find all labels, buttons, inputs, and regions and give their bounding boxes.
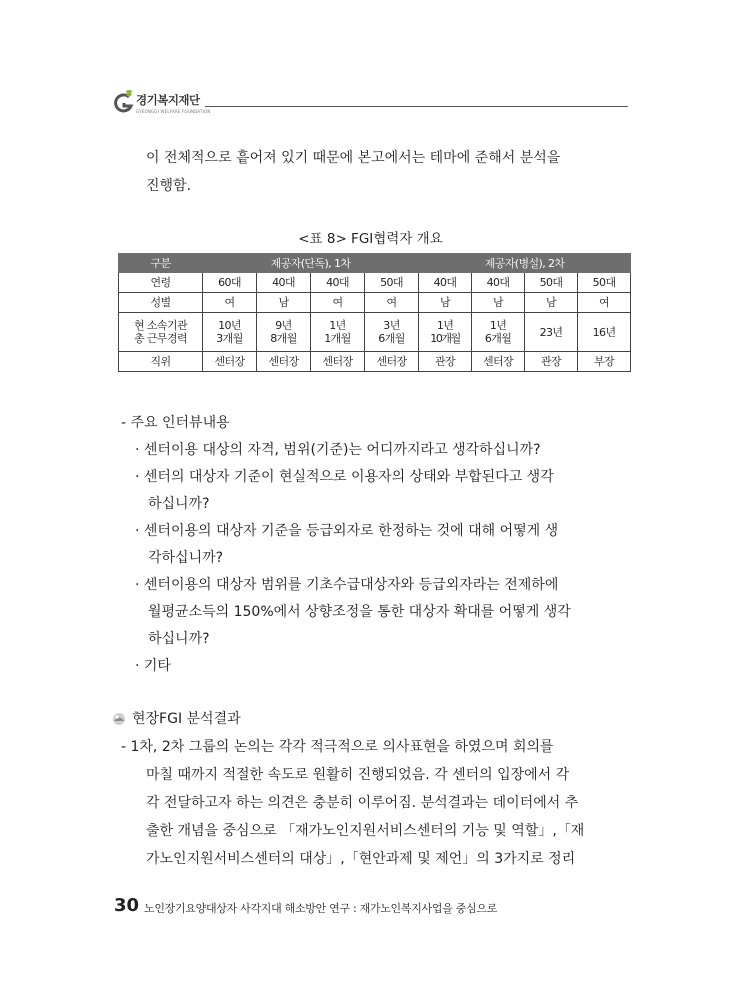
table-cell (311, 313, 365, 352)
table-cell: 여 (578, 293, 631, 313)
table-cell: 센터장 (203, 352, 257, 372)
table-cell: 16년 (578, 313, 631, 352)
table-cell: 남 (257, 293, 311, 313)
interview-item: · 센터의 대상자 기준이 현실적으로 이용자의 상태와 부합된다고 생각 (135, 469, 554, 485)
row-label-line: 총 근무경력 (133, 332, 188, 345)
row-label: 성별 (119, 293, 203, 313)
table-cell: 여 (203, 293, 257, 313)
table-cell: 센터장 (365, 352, 419, 372)
table-row-position (119, 352, 631, 372)
table-row-age (119, 273, 631, 293)
table-row-gender (119, 293, 631, 313)
foundation-logo (112, 90, 212, 122)
table-cell: 부장 (578, 352, 631, 372)
table-cell (419, 313, 472, 352)
interview-item: · 센터이용의 대상자 범위를 기초수급대상자와 등급외자라는 전제하에 (135, 577, 559, 593)
table-cell (472, 313, 525, 352)
interview-item-cont: 하십니까? (148, 496, 210, 512)
table-cell: 40대 (419, 273, 472, 293)
cell-line: 1년 (489, 319, 507, 332)
table-header-row (119, 254, 631, 273)
cell-line: 8개월 (270, 332, 297, 345)
cell-line: 1개월 (324, 332, 351, 345)
table-cell: 관장 (419, 352, 472, 372)
table-cell: 60대 (203, 273, 257, 293)
table-cell: 남 (525, 293, 578, 313)
table-cell (203, 313, 257, 352)
table-cell: 센터장 (257, 352, 311, 372)
results-heading: 현장FGI 분석결과 (132, 711, 241, 727)
table-cell: 센터장 (472, 352, 525, 372)
row-label: 직위 (119, 352, 203, 372)
table-cell (365, 313, 419, 352)
interview-item-cont: 각하십니까? (148, 550, 224, 566)
table-row-career (119, 313, 631, 352)
org-name: 경기복지재단 (136, 93, 200, 107)
header-group-1: 제공자(단독), 1차 (203, 254, 419, 273)
table-cell: 40대 (257, 273, 311, 293)
cell-line: 9년 (275, 319, 292, 332)
section-bullet-icon (112, 712, 126, 726)
cell-line: 10년 (218, 319, 241, 332)
table-caption: <표 8> FGI협력자 개요 (298, 231, 443, 247)
interview-item-cont: 하십니까? (148, 631, 210, 647)
header-rule (205, 106, 628, 107)
table-cell: 50대 (365, 273, 419, 293)
results-line: 출한 개념을 중심으로 「재가노인지원서비스센터의 기능 및 역할」,「재 (146, 823, 585, 839)
table-cell: 관장 (525, 352, 578, 372)
table-cell: 23년 (525, 313, 578, 352)
fgi-participants-table (118, 253, 631, 372)
table-cell: 여 (365, 293, 419, 313)
table-cell: 40대 (311, 273, 365, 293)
results-line: 마칠 때까지 적절한 속도로 원활히 진행되었음. 각 센터의 입장에서 각 (146, 767, 570, 783)
cell-line: 3개월 (216, 332, 243, 345)
header-group-2: 제공자(병설), 2차 (419, 254, 631, 273)
row-label: 연령 (119, 273, 203, 293)
interview-item: · 기타 (135, 658, 171, 674)
table-cell: 40대 (472, 273, 525, 293)
cell-line: 6개월 (484, 332, 512, 345)
running-title: 노인장기요양대상자 사각지대 해소방안 연구 : 재가노인복지사업을 중심으로 (144, 902, 498, 915)
table-cell: 남 (472, 293, 525, 313)
interview-item-cont: 월평균소득의 150%에서 상향조정을 통한 대상자 확대를 어떻게 생각 (148, 604, 571, 620)
row-label-line: 현 소속기관 (133, 319, 188, 332)
interview-item: · 센터이용의 대상자 기준을 등급외자로 한정하는 것에 대해 어떻게 생 (135, 523, 559, 539)
results-line: 가노인지원서비스센터의 대상」,「현안과제 및 제언」의 3가지로 정리 (146, 851, 576, 867)
page-number: 30 (114, 895, 140, 916)
table-cell: 남 (419, 293, 472, 313)
cell-line: 1년 (329, 319, 346, 332)
cell-line: 6개월 (378, 332, 405, 345)
table-cell: 50대 (578, 273, 631, 293)
cell-line: 3년 (383, 319, 400, 332)
table-cell: 센터장 (311, 352, 365, 372)
results-line: 각 전달하고자 하는 의견은 충분히 이루어짐. 분석결과는 데이터에서 추 (146, 795, 579, 811)
interview-heading: - 주요 인터뷰내용 (121, 415, 230, 431)
interview-item: · 센터이용 대상의 자격, 범위(기준)는 어디까지라고 생각하십니까? (135, 442, 541, 458)
table-cell (257, 313, 311, 352)
intro-line-1: 이 전체적으로 흩어져 있기 때문에 본고에서는 테마에 준해서 분석을 (146, 150, 561, 166)
cell-line: 1년 (436, 319, 454, 332)
intro-line-2: 진행함. (146, 178, 192, 194)
results-line: - 1차, 2차 그룹의 논의는 각각 적극적으로 의사표현을 하였으며 회의를 (121, 739, 554, 755)
table-cell: 50대 (525, 273, 578, 293)
table-cell: 여 (311, 293, 365, 313)
row-label (119, 313, 203, 352)
header-category: 구분 (119, 254, 203, 273)
cell-line: 10개월 (430, 332, 460, 345)
logo-mark-icon (112, 90, 134, 116)
org-subtitle: GYEONGGI WELFARE FOUNDATION (136, 109, 211, 114)
